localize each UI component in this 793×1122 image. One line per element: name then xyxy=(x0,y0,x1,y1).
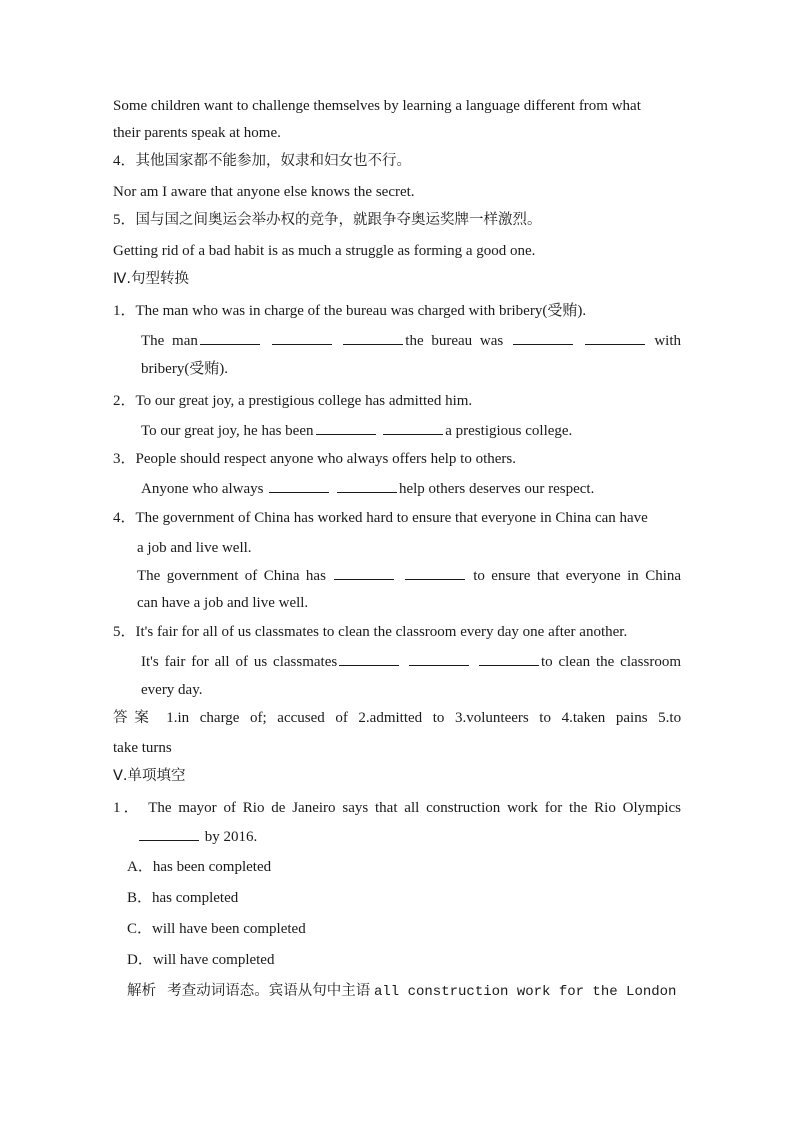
rewrite-text: It's fair for all of us classmates xyxy=(141,654,338,670)
section-heading: Ⅴ.单项填空 xyxy=(113,768,186,784)
rewrite-text: To our great joy, he has been xyxy=(141,423,314,439)
answer-blank[interactable] xyxy=(337,479,397,493)
rewrite-line xyxy=(141,331,681,351)
translation-line: Some children want to challenge themselves by learning a language different from what xyxy=(113,98,641,114)
rewrite-text: to ensure that everyone in China xyxy=(473,568,682,584)
option-text: has been completed xyxy=(152,859,272,875)
section-heading: Ⅳ.句型转换 xyxy=(113,271,189,287)
answer-blank[interactable] xyxy=(269,479,329,493)
question-text-cont xyxy=(137,827,257,847)
rewrite-text: with xyxy=(654,333,682,349)
rewrite-line xyxy=(137,566,681,586)
option-label: C． xyxy=(127,921,153,937)
question-2 xyxy=(113,391,472,411)
question-text: by 2016. xyxy=(204,829,258,845)
option-text: will have completed xyxy=(152,952,275,968)
option-label: D． xyxy=(127,952,153,968)
item-number: 4． xyxy=(113,153,136,169)
question-text: People should respect anyone who always offers help to others. xyxy=(135,451,516,467)
answer-item: 5.to xyxy=(658,710,682,726)
option-c[interactable] xyxy=(127,919,306,939)
analysis-text: 考查动词语态。宾语从句中主语 xyxy=(167,983,371,999)
answer-blank[interactable] xyxy=(139,827,199,841)
analysis-label: 解析 xyxy=(127,983,156,999)
option-b[interactable] xyxy=(127,888,238,908)
answer-blank[interactable] xyxy=(339,652,399,666)
answer-blank[interactable] xyxy=(272,331,332,345)
rewrite-line: every day. xyxy=(141,682,203,698)
answer-blank[interactable] xyxy=(343,331,403,345)
question-number: 1． xyxy=(113,303,136,319)
question-3 xyxy=(113,449,516,469)
question-text: The mayor of Rio de Janeiro says that all construction work for the Rio Olympics xyxy=(148,800,681,816)
answer-item: 3.volunteers to xyxy=(455,710,551,726)
analysis-code: all construction work for the London xyxy=(374,984,677,1000)
option-label: A． xyxy=(127,859,153,875)
rewrite-text: The government of China has xyxy=(137,568,326,584)
rewrite-line xyxy=(141,479,594,499)
item-number: 5． xyxy=(113,212,136,228)
answer-key-cont: take turns xyxy=(113,740,172,756)
rewrite-line: can have a job and live well. xyxy=(137,595,309,611)
translation-item-5 xyxy=(113,210,542,230)
translation-answer: Nor am I aware that anyone else knows the secret. xyxy=(113,184,415,200)
answer-blank[interactable] xyxy=(513,331,573,345)
chinese-prompt: 国与国之间奥运会举办权的竞争，就跟争夺奥运奖牌一样激烈。 xyxy=(135,212,542,228)
answer-blank[interactable] xyxy=(479,652,539,666)
answer-blank[interactable] xyxy=(383,421,443,435)
rewrite-text: to clean the classroom xyxy=(540,654,681,670)
question-number: 2． xyxy=(113,393,136,409)
question-1 xyxy=(113,798,681,818)
rewrite-text: a prestigious college. xyxy=(445,423,573,439)
question-text: To our great joy, a prestigious college has admitted him. xyxy=(135,393,473,409)
rewrite-text: help others deserves our respect. xyxy=(398,481,595,497)
answer-blank[interactable] xyxy=(334,566,394,580)
answer-blank[interactable] xyxy=(316,421,376,435)
answer-item: 2.admitted to xyxy=(358,710,445,726)
question-text-cont: a job and live well. xyxy=(137,540,252,556)
rewrite-line: bribery(受贿). xyxy=(141,361,229,377)
option-a[interactable] xyxy=(127,857,271,877)
rewrite-text: the bureau was xyxy=(405,333,504,349)
question-number: 3． xyxy=(113,451,136,467)
question-1 xyxy=(113,301,586,321)
translation-line: their parents speak at home. xyxy=(113,125,281,141)
answer-label: 答案 xyxy=(113,710,156,726)
rewrite-line xyxy=(141,421,572,441)
answer-key xyxy=(113,708,681,728)
answer-item: 1.in charge of; accused of xyxy=(166,710,348,726)
question-text: The man who was in charge of the bureau was charged with bribery(受贿). xyxy=(135,303,587,319)
option-text: will have been completed xyxy=(152,921,306,937)
translation-item-4 xyxy=(113,151,411,171)
question-4 xyxy=(113,508,648,528)
question-text: It's fair for all of us classmates to clean the classroom every day one after another. xyxy=(135,624,628,640)
rewrite-line xyxy=(141,652,681,672)
answer-blank[interactable] xyxy=(405,566,465,580)
question-number: 4． xyxy=(113,510,136,526)
answer-blank[interactable] xyxy=(409,652,469,666)
rewrite-text: The man xyxy=(141,333,198,349)
analysis xyxy=(127,981,676,1002)
chinese-prompt: 其他国家都不能参加，奴隶和妇女也不行。 xyxy=(135,153,412,169)
answer-blank[interactable] xyxy=(200,331,260,345)
rewrite-text: Anyone who always xyxy=(141,481,264,497)
option-label: B． xyxy=(127,890,153,906)
option-d[interactable] xyxy=(127,950,274,970)
translation-answer: Getting rid of a bad habit is as much a struggle as forming a good one. xyxy=(113,243,536,259)
option-text: has completed xyxy=(152,890,239,906)
question-number: 5． xyxy=(113,624,136,640)
answer-blank[interactable] xyxy=(585,331,645,345)
question-text: The government of China has worked hard to ensure that everyone in China can have xyxy=(135,510,648,526)
question-5 xyxy=(113,622,627,642)
answer-item: 4.taken pains xyxy=(561,710,648,726)
question-number: 1． xyxy=(113,800,142,816)
